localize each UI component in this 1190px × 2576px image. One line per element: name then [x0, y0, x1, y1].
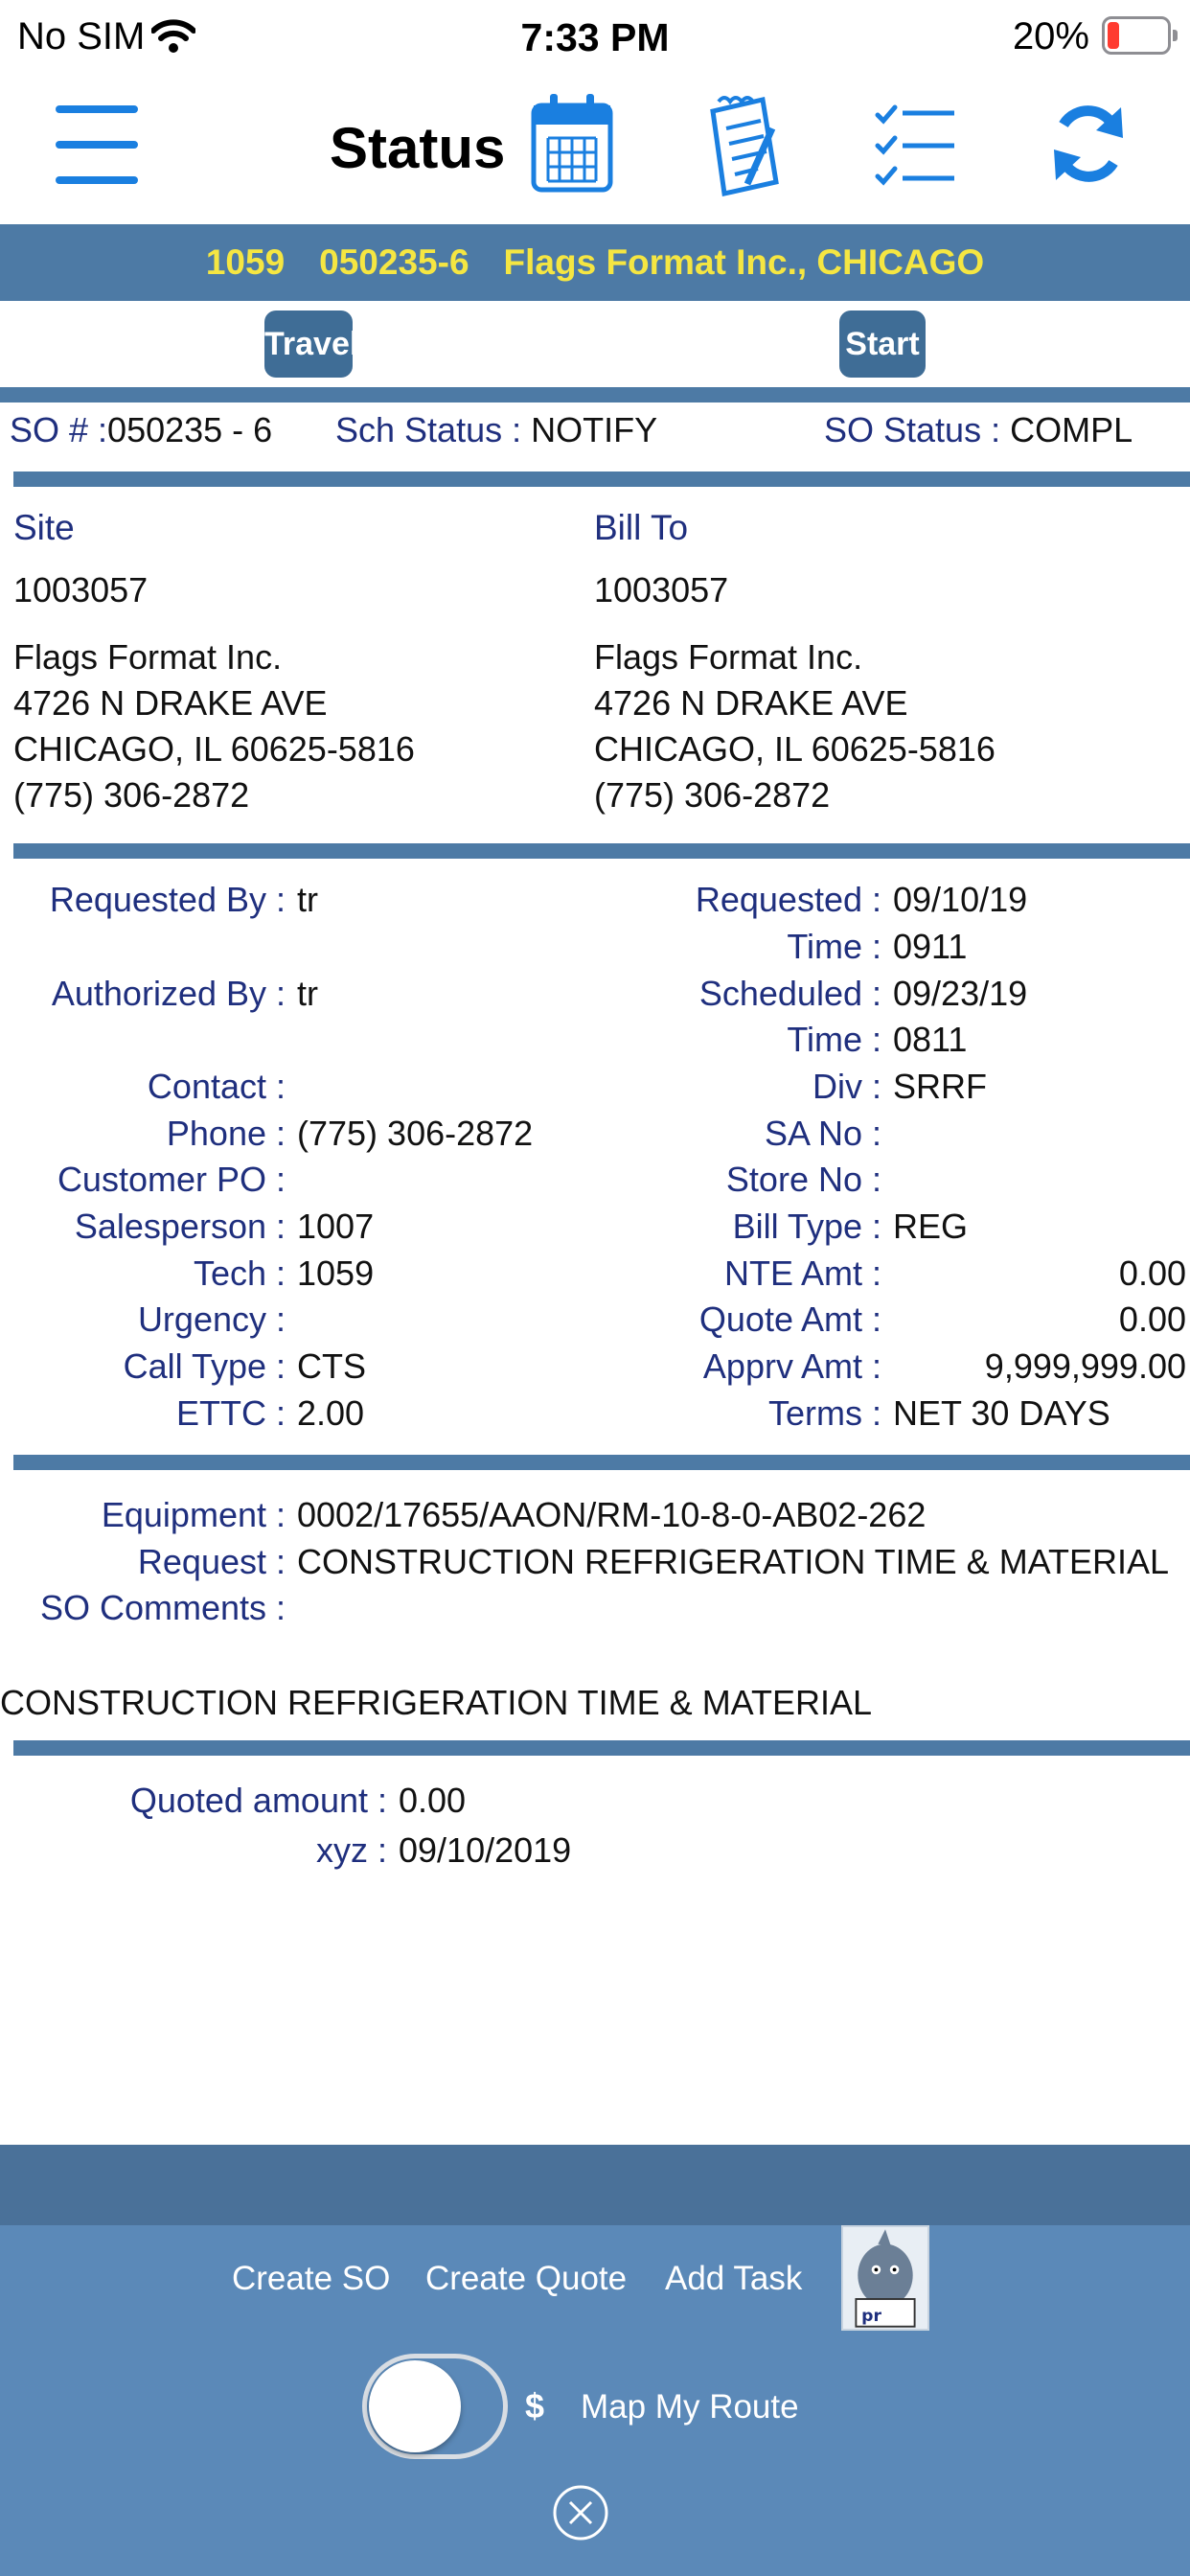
detail-label: Time : — [787, 1020, 881, 1059]
detail-label: Quote Amt : — [698, 1300, 881, 1339]
clock: 7:33 PM — [520, 15, 670, 59]
detail-value: 0911 — [893, 927, 968, 966]
notepad-icon[interactable] — [705, 90, 784, 197]
detail-label: Authorized By : — [51, 974, 286, 1013]
detail-label: Customer PO : — [57, 1160, 286, 1199]
battery-icon — [1102, 16, 1171, 55]
map-route-toggle[interactable] — [362, 2354, 508, 2459]
detail-label: Requested By : — [49, 880, 286, 919]
bill-to-block — [594, 508, 995, 818]
request-value: CONSTRUCTION REFRIGERATION TIME & MATERIAL — [297, 1542, 1170, 1581]
svg-text:pr: pr — [861, 2306, 881, 2326]
divider — [13, 472, 1190, 487]
site-name: Flags Format Inc. — [13, 637, 283, 677]
detail-label: NTE Amt : — [723, 1254, 881, 1293]
divider — [13, 1455, 1190, 1470]
equipment-label: Equipment : — [101, 1495, 286, 1534]
detail-label: Phone : — [166, 1114, 286, 1153]
so-comments-label: SO Comments : — [39, 1588, 286, 1627]
site-id: 1003057 — [13, 570, 149, 610]
site-city: CHICAGO, IL 60625-5816 — [13, 729, 415, 769]
detail-value: 0.00 — [1118, 1300, 1186, 1339]
detail-label: Scheduled : — [698, 974, 881, 1013]
site-street: 4726 N DRAKE AVE — [13, 683, 328, 723]
detail-label: Call Type : — [123, 1346, 286, 1386]
battery-percent: 20% — [1012, 15, 1089, 58]
detail-value: 9,999,999.00 — [984, 1346, 1186, 1386]
map-my-route-link[interactable]: Map My Route — [581, 2388, 799, 2426]
so-number: SO # :050235 - 6 — [10, 410, 273, 449]
detail-value: 1007 — [297, 1207, 375, 1246]
detail-label: Store No : — [725, 1160, 881, 1199]
detail-value: 2.00 — [297, 1393, 365, 1433]
detail-value: tr — [297, 880, 318, 919]
divider — [13, 1740, 1190, 1756]
banner-tech: 1059 — [205, 242, 286, 282]
detail-value: (775) 306-2872 — [297, 1114, 534, 1153]
comment-text: CONSTRUCTION REFRIGERATION TIME & MATERIAL — [0, 1683, 873, 1722]
bill-to-phone: (775) 306-2872 — [594, 775, 831, 815]
detail-value: tr — [297, 974, 318, 1013]
detail-value: SRRF — [893, 1067, 987, 1106]
detail-label: Div : — [812, 1067, 881, 1106]
request-label: Request : — [137, 1542, 286, 1581]
detail-label: Salesperson : — [74, 1207, 286, 1246]
close-icon[interactable] — [552, 2484, 609, 2542]
detail-value: 0811 — [893, 1020, 968, 1059]
so-banner — [0, 224, 1190, 301]
detail-label: Tech : — [193, 1254, 286, 1293]
travel-button[interactable]: Travel — [264, 310, 353, 378]
detail-value: 09/23/19 — [893, 974, 1028, 1013]
add-task-button[interactable]: Add Task — [665, 2260, 803, 2297]
refresh-icon[interactable] — [1050, 90, 1127, 197]
checklist-icon[interactable] — [872, 90, 958, 197]
detail-label: Time : — [787, 927, 881, 966]
banner-customer: Flags Format Inc., CHICAGO — [503, 242, 985, 282]
calendar-icon[interactable] — [529, 90, 615, 197]
detail-value: 0.00 — [1118, 1254, 1186, 1293]
divider — [0, 387, 1190, 402]
divider — [13, 843, 1190, 859]
bill-to-id: 1003057 — [594, 570, 729, 610]
detail-label: SA No : — [764, 1114, 881, 1153]
start-button[interactable]: Start — [839, 310, 926, 378]
bill-to-street: 4726 N DRAKE AVE — [594, 683, 908, 723]
detail-label: Apprv Amt : — [702, 1346, 881, 1386]
banner-so: 050235-6 — [319, 242, 469, 282]
detail-label: ETTC : — [176, 1393, 286, 1433]
page-title: Status — [330, 116, 506, 180]
detail-value: 1059 — [297, 1254, 375, 1293]
site-block — [13, 508, 415, 818]
dollar-label: $ — [525, 2386, 545, 2426]
create-quote-button[interactable]: Create Quote — [425, 2260, 628, 2297]
create-so-button[interactable]: Create SO — [232, 2260, 391, 2297]
detail-label: Requested : — [695, 880, 881, 919]
equipment-value: 0002/17655/AAON/RM-10-8-0-AB02-262 — [297, 1495, 927, 1534]
sch-status: Sch Status : NOTIFY — [335, 410, 658, 449]
detail-value: CTS — [297, 1346, 366, 1386]
bottom-panel-header — [0, 2145, 1190, 2225]
detail-label: Contact : — [147, 1067, 286, 1106]
rhino-logo-icon[interactable] — [841, 2225, 929, 2331]
xyz-value: 09/10/2019 — [399, 1830, 572, 1870]
carrier-label: No SIM — [17, 15, 146, 58]
bill-to-name: Flags Format Inc. — [594, 637, 863, 677]
quoted-amount-label: Quoted amount : — [129, 1781, 387, 1820]
bill-to-city: CHICAGO, IL 60625-5816 — [594, 729, 995, 769]
site-heading: Site — [13, 508, 75, 547]
detail-label: Bill Type : — [732, 1207, 881, 1246]
detail-value: REG — [893, 1207, 969, 1246]
site-phone: (775) 306-2872 — [13, 775, 250, 815]
menu-icon[interactable] — [56, 104, 138, 186]
detail-label: Terms : — [767, 1393, 881, 1433]
bill-to-heading: Bill To — [594, 508, 689, 547]
quoted-amount-value: 0.00 — [399, 1781, 467, 1820]
so-status: SO Status : COMPL — [824, 410, 1133, 449]
toggle-knob — [369, 2360, 461, 2452]
detail-value: 09/10/19 — [893, 880, 1028, 919]
xyz-label: xyz : — [315, 1830, 387, 1870]
detail-label: Urgency : — [137, 1300, 286, 1339]
detail-value: NET 30 DAYS — [893, 1393, 1110, 1433]
